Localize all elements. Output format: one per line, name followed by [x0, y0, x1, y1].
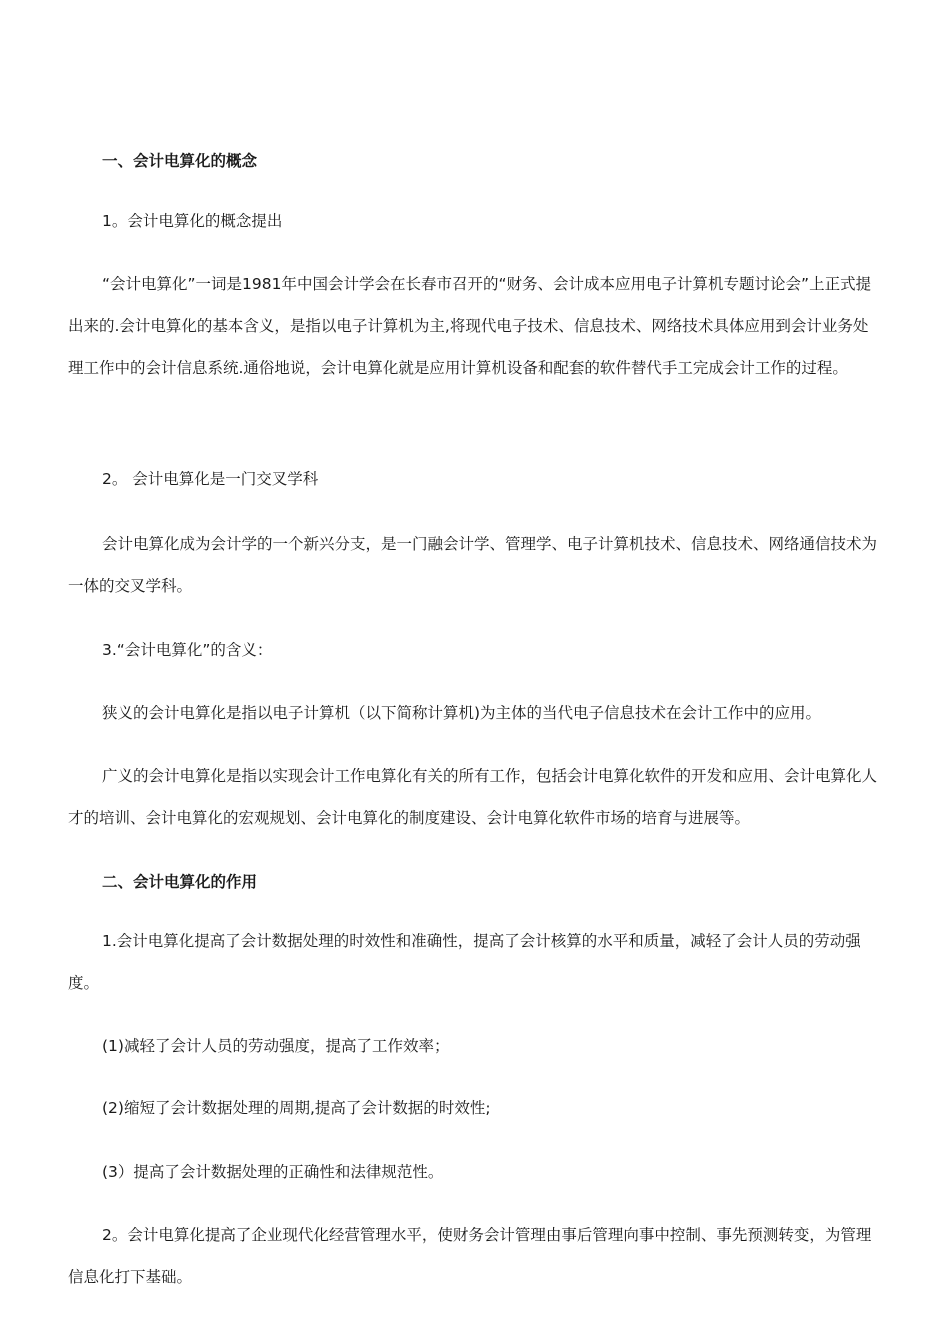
role1-sub3: (3）提高了会计数据处理的正确性和法律规范性。: [102, 1163, 444, 1181]
role2-paragraph: 2。会计电算化提高了企业现代化经营管理水平，使财务会计管理由事后管理向事中控制、事先预测转变，为管理信息化打下基础。: [68, 1226, 872, 1286]
section2-heading: 二、会计电算化的作用: [102, 873, 258, 891]
item2-body: 会计电算化成为会计学的一个新兴分支，是一门融会计学、管理学、电子计算机技术、信息技术、网络通信技术为一体的交叉学科。: [68, 535, 878, 595]
item3-broad-definition: 广义的会计电算化是指以实现会计工作电算化有关的所有工作，包括会计电算化软件的开发和应用、会计电算化人才的培训、会计电算化的宏观规划、会计电算化的制度建设、会计电算化软件市场的培育与进展等。: [68, 767, 878, 827]
role1-sub1: (1)减轻了会计人员的劳动强度，提高了工作效率；: [102, 1037, 450, 1055]
item2-heading: 2。 会计电算化是一门交叉学科: [102, 470, 319, 488]
item1-heading: 1。会计电算化的概念提出: [102, 212, 283, 230]
section1-heading: 一、会计电算化的概念: [102, 152, 258, 170]
item1-body: “会计电算化”一词是1981年中国会计学会在长春市召开的“财务、会计成本应用电子计算机专题讨论会”上正式提出来的.会计电算化的基本含义，是指以电子计算机为主,将现代电子技术、信息技术、网络技术具体应用到会计业务处理工作中的会计信息系统.通俗地说，会计电算化就是应用计算机设备和配套的软件替代手工完成会计工作的过程。: [68, 275, 872, 377]
item3-heading: 3.“会计电算化”的含义：: [102, 641, 273, 659]
role1-sub2: (2)缩短了会计数据处理的周期,提高了会计数据的时效性;: [102, 1099, 491, 1117]
role1-paragraph: 1.会计电算化提高了会计数据处理的时效性和准确性，提高了会计核算的水平和质量，减轻了会计人员的劳动强度。: [68, 932, 861, 992]
item3-narrow-definition: 狭义的会计电算化是指以电子计算机（以下简称计算机)为主体的当代电子信息技术在会计工作中的应用。: [102, 704, 822, 722]
